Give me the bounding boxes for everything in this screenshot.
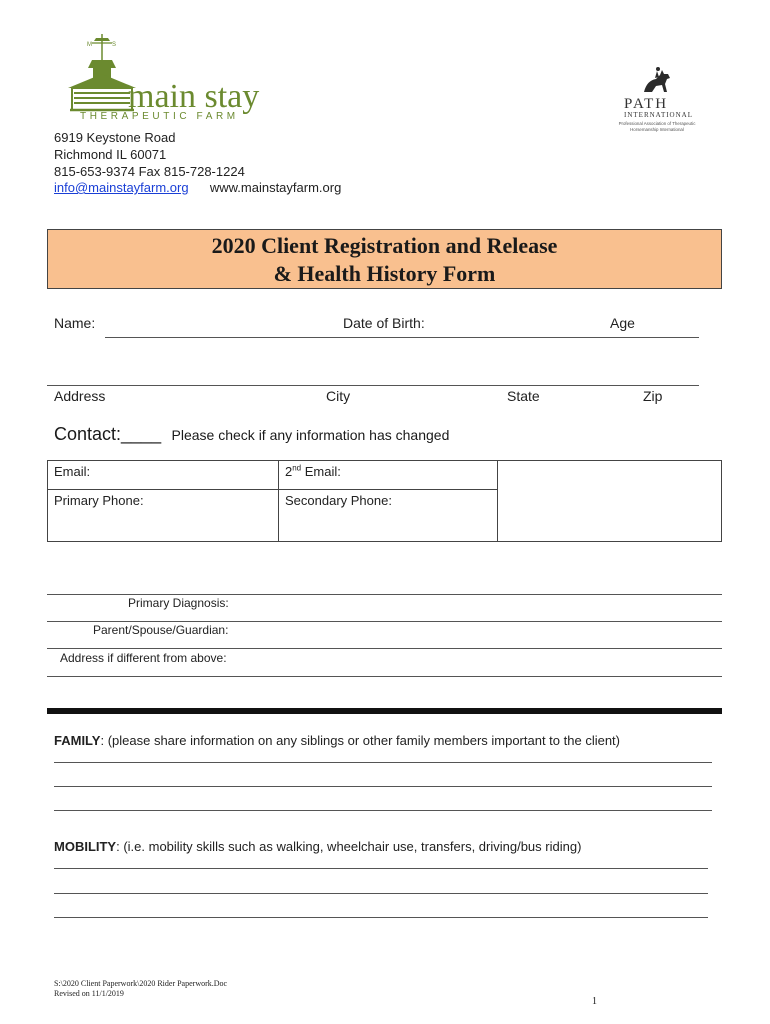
svg-text:M: M — [87, 42, 92, 48]
primary-phone-cell[interactable] — [48, 490, 279, 542]
family-line[interactable] — [54, 810, 712, 811]
email2-label: 2nd Email: — [285, 464, 341, 480]
primary-phone-label: Primary Phone: — [54, 493, 144, 508]
email-cell[interactable] — [48, 461, 279, 490]
path-logo-desc: Professional Association of Therapeutic — [618, 121, 696, 126]
path-logo-name: PATH — [624, 96, 669, 112]
alt-address-label: Address if different from above: — [60, 651, 227, 665]
form-title-line-1: 2020 Client Registration and Release — [211, 233, 558, 258]
path-logo-desc: Horsemanship International — [630, 127, 684, 132]
address-street: 6919 Keystone Road — [54, 130, 176, 145]
secondary-phone-cell[interactable] — [279, 490, 498, 542]
email-link[interactable]: info@mainstayfarm.org — [54, 180, 189, 195]
website-link[interactable]: www.mainstayfarm.org — [209, 180, 342, 195]
mobility-line[interactable] — [54, 893, 708, 894]
address-label: Address — [54, 388, 106, 404]
address-contact-row — [54, 180, 341, 195]
form-title-line-2: & Health History Form — [273, 261, 496, 286]
diagnosis-label: Primary Diagnosis: — [128, 596, 229, 610]
name-field[interactable] — [105, 337, 699, 338]
family-line[interactable] — [54, 762, 712, 763]
horse-rider-icon — [640, 66, 676, 96]
age-label: Age — [610, 315, 635, 331]
footer-file-path: S:\2020 Client Paperwork\2020 Rider Paperwork.Doc — [54, 979, 228, 988]
contact-table — [47, 460, 722, 542]
diagnosis-field[interactable] — [47, 621, 722, 622]
divider — [47, 594, 722, 595]
guardian-field[interactable] — [47, 648, 722, 649]
address-city: Richmond IL 60071 — [54, 147, 167, 162]
logo-name: main stay — [128, 78, 260, 115]
contact-row — [54, 424, 449, 445]
city-label: City — [326, 388, 351, 404]
guardian-label: Parent/Spouse/Guardian: — [93, 623, 229, 637]
contact-checkbox-label[interactable]: Contact:____ — [54, 424, 162, 444]
alt-address-field[interactable] — [47, 676, 722, 677]
path-logo-sub: INTERNATIONAL — [624, 111, 693, 119]
mobility-heading: MOBILITY: (i.e. mobility skills such as walking, wheelchair use, transfers, driving/bus riding) — [54, 839, 582, 854]
logo-tagline: THERAPEUTIC FARM — [80, 111, 239, 122]
mobility-line[interactable] — [54, 868, 708, 869]
zip-label: Zip — [643, 388, 663, 404]
footer-revised: Revised on 11/1/2019 — [54, 989, 124, 998]
page-number: 1 — [592, 996, 597, 1007]
mobility-line[interactable] — [54, 917, 708, 918]
dob-label: Date of Birth: — [343, 315, 425, 331]
contact-extra-cell[interactable] — [498, 461, 722, 542]
state-label: State — [507, 388, 540, 404]
family-heading: FAMILY: (please share information on any siblings or other family members important to the client) — [54, 733, 620, 748]
svg-text:S: S — [112, 42, 117, 48]
name-label: Name: — [54, 315, 96, 331]
address-phone: 815-653-9374 Fax 815-728-1224 — [54, 164, 245, 179]
family-line[interactable] — [54, 786, 712, 787]
address-field[interactable] — [47, 385, 699, 386]
secondary-phone-label: Secondary Phone: — [285, 493, 392, 508]
form-title-box — [47, 229, 722, 289]
contact-note: Please check if any information has changed — [171, 427, 450, 443]
email-label: Email: — [54, 464, 91, 479]
email2-cell[interactable] — [279, 461, 498, 490]
section-divider — [47, 708, 722, 714]
